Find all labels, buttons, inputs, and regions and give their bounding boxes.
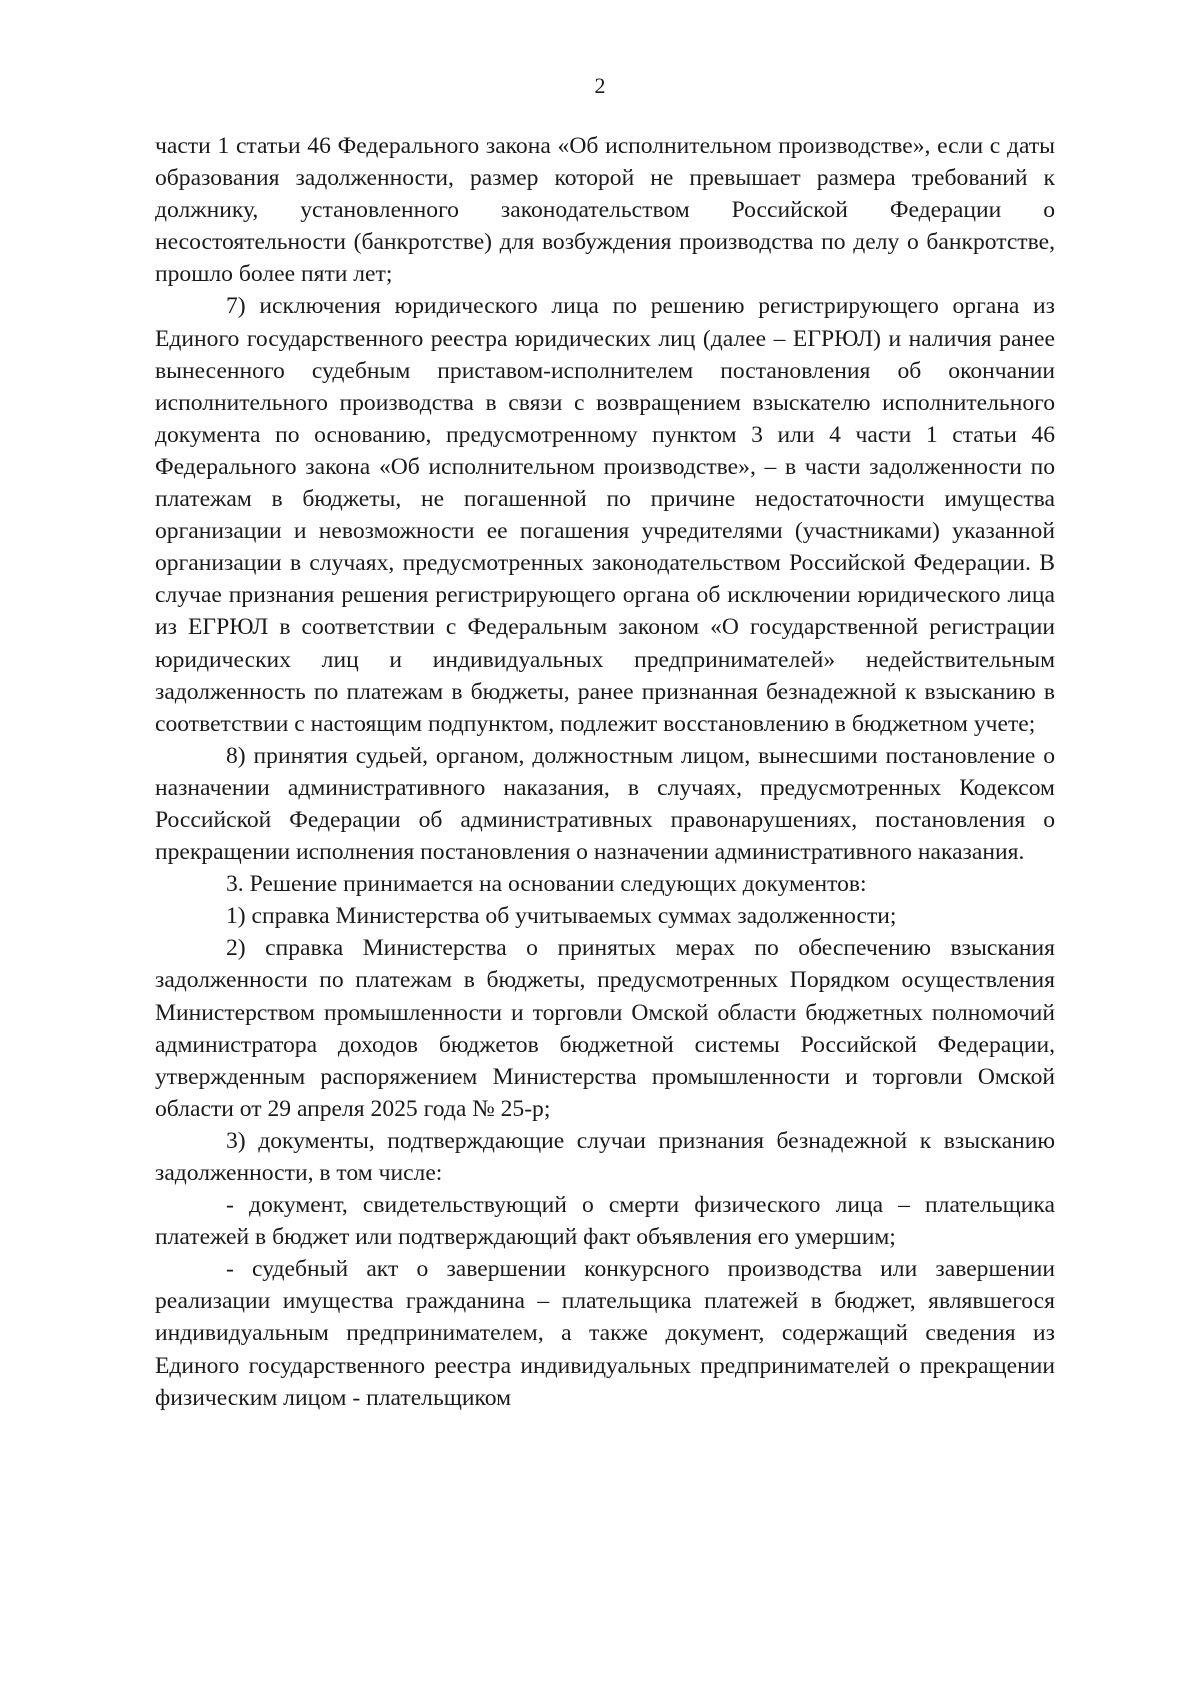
page-number: 2 [594,73,606,98]
paragraph-continuation: части 1 статьи 46 Федерального закона «Об исполнительном производстве», если с даты образования задолженности, размер которой не превышает размера требований к должнику, установленного законодательством Российской Федерации о несостоятельности (банкротстве) для возбуждения производства по делу о банкротстве, прошло более пяти лет; [155,133,1055,288]
document-body [155,130,1055,1414]
paragraph-item-7: 7) исключения юридического лица по решению регистрирующего органа из Единого государственного реестра юридических лиц (далее – ЕГРЮЛ) и наличия ранее вынесенного судебным приставом-исполнителем постановления об окончании исполнительного производства в связи с возвращением взыскателю исполнительного документа по основанию, предусмотренному пунктом 3 или 4 части 1 статьи 46 Федерального закона «Об исполнительном производстве», – в части задолженности по платежам в бюджеты, не погашенной по причине недостаточности имущества организации и невозможности ее погашения учредителями (участниками) указанной организации в случаях, предусмотренных законодательством Российской Федерации. В случае признания решения регистрирующего органа об исключении юридического лица из ЕГРЮЛ в соответствии с Федеральным законом «О государственной регистрации юридических лиц и индивидуальных предпринимателей» недействительным задолженность по платежам в бюджеты, ранее признанная безнадежной к взысканию в соответствии с настоящим подпунктом, подлежит восстановлению в бюджетном учете; [155,293,1055,737]
paragraph-bullet-court: - судебный акт о завершении конкурсного производства или завершении реализации имущества гражданина – плательщика платежей в бюджет, являвшегося индивидуальным предпринимателем, а также документ, содержащий сведения из Единого государственного реестра индивидуальных предпринимателей о прекращении физическим лицом - плательщиком [155,1256,1055,1411]
paragraph-section-3: 3. Решение принимается на основании следующих документов: [226,871,867,898]
paragraph-bullet-death: - документ, свидетельствующий о смерти физического лица – плательщика платежей в бюджет или подтверждающий факт объявления его умершим; [155,1192,1055,1251]
paragraph-item-8: 8) принятия судьей, органом, должностным лицом, вынесшими постановление о назначении административного наказания, в случаях, предусмотренных Кодексом Российской Федерации об административных правонарушениях, постановления о прекращении исполнения постановления о назначении административного наказания. [155,742,1055,866]
paragraph-doc-1: 1) справка Министерства об учитываемых суммах задолженности; [226,903,897,930]
paragraph-doc-2: 2) справка Министерства о принятых мерах по обеспечению взыскания задолженности по платежам в бюджеты, предусмотренных Порядком осуществления Министерством промышленности и торговли Омской области бюджетных полномочий администратора доходов бюджетов бюджетной системы Российской Федерации, утвержденным распоряжением Министерства промышленности и торговли Омской области от 29 апреля 2025 года № 25-р; [155,935,1055,1122]
paragraph-doc-3: 3) документы, подтверждающие случаи признания безнадежной к взысканию задолженности, в том числе: [155,1127,1055,1186]
